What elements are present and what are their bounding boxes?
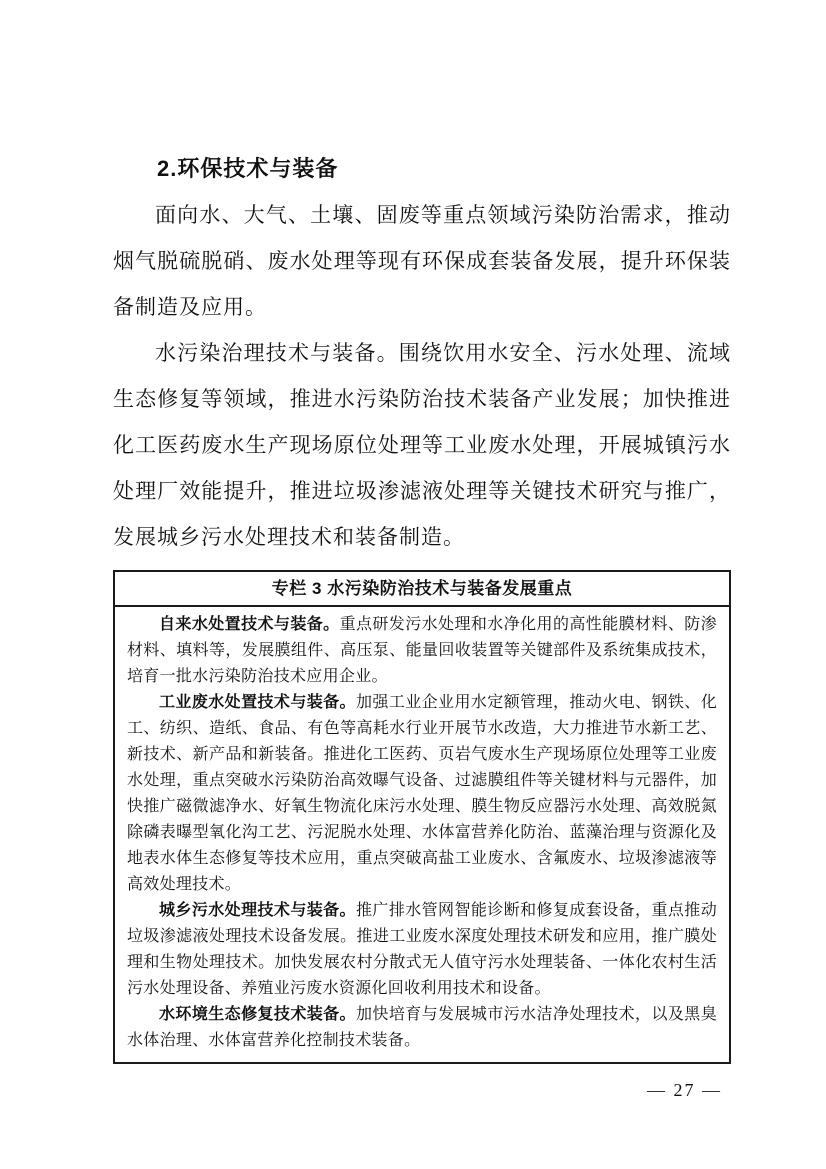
section-heading: 2.环保技术与装备 bbox=[157, 156, 339, 181]
box-paragraph-lead: 工业废水处置技术与装备。 bbox=[159, 694, 356, 711]
box-paragraph-text: 加快培育与发展城市污水洁净处理技术，以及黑臭水体治理、水体富营养化控制技术装备。 bbox=[127, 1006, 717, 1049]
box-paragraph-text: 重点研发污水处理和水净化用的高性能膜材料、防渗材料、填料等，发展膜组件、高压泵、能量回收装置等关键部件及系统集成技术，培育一批水污染防治技术应用企业。 bbox=[127, 616, 717, 685]
box-paragraph-lead: 城乡污水处理技术与装备。 bbox=[159, 902, 356, 919]
box-paragraph-lead: 自来水处置技术与装备。 bbox=[159, 616, 340, 633]
box-paragraph-tap-water bbox=[127, 612, 717, 690]
body-paragraph: 水污染治理技术与装备。围绕饮用水安全、污水处理、流域生态修复等领域，推进水污染防治技术装备产业发展；加快推进化工医药废水生产现场原位处理等工业废水处理，开展城镇污水处理厂效能提升，推进垃圾渗滤液处理等关键技术研究与推广，发展城乡污水处理技术和装备制造。 bbox=[113, 341, 731, 549]
box-paragraph-text: 推广排水管网智能诊断和修复成套设备，重点推动垃圾渗滤液处理技术设备发展。推进工业废水深度处理技术研发和应用，推广膜处理和生物处理技术。加快发展农村分散式无人值守污水处理装备、一体化农村生活污水处理设备、养殖业污废水资源化回收利用技术和设备。 bbox=[127, 902, 717, 997]
box-paragraph-text: 加强工业企业用水定额管理，推动火电、钢铁、化工、纺织、造纸、食品、有色等高耗水行业开展节水改造，大力推进节水新工艺、新技术、新产品和新装备。推进化工医药、页岩气废水生产现场原位处理等工业废水处理，重点突破水污染防治高效曝气设备、过滤膜组件等关键材料与元器件，加快推广磁微滤净水、好氧生物流化床污水处理、膜生物反应器污水处理、高效脱氮除磷表曝型氧化沟工艺、污泥脱水处理、水体富营养化防治、蓝藻治理与资源化及地表水体生态修复等技术应用，重点突破高盐工业废水、含氟废水、垃圾渗滤液等高效处理技术。 bbox=[127, 694, 717, 893]
page-number: — 27 — bbox=[647, 1080, 722, 1100]
box-paragraph-water-ecology-restoration bbox=[127, 1002, 717, 1054]
box-paragraph-industrial-wastewater bbox=[127, 690, 717, 898]
box-paragraph-urban-rural-sewage bbox=[127, 898, 717, 1002]
page-content bbox=[113, 150, 731, 1064]
box-paragraph-lead: 水环境生态修复技术装备。 bbox=[159, 1006, 356, 1023]
column-box-body bbox=[115, 607, 729, 1062]
column-3-box bbox=[113, 570, 731, 1064]
body-paragraph: 面向水、大气、土壤、固废等重点领域污染防治需求，推动烟气脱硫脱硝、废水处理等现有环保成套装备发展，提升环保装备制造及应用。 bbox=[113, 203, 731, 319]
column-box-title: 专栏 3 水污染防治技术与装备发展重点 bbox=[115, 572, 729, 607]
